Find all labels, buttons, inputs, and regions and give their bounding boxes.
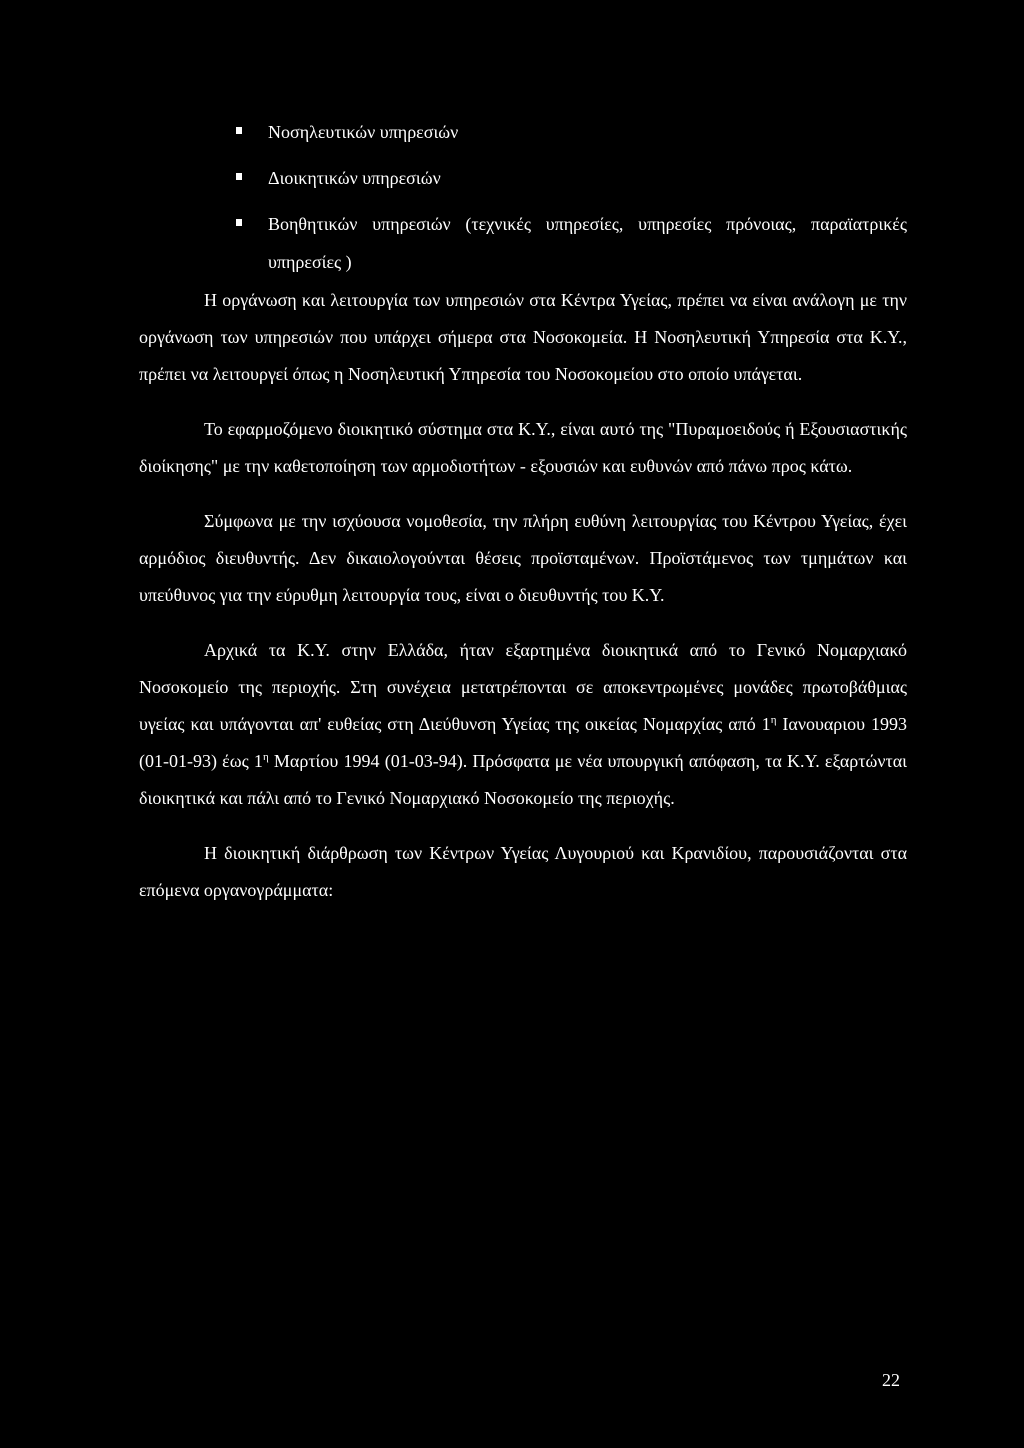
- list-item: [235, 113, 907, 151]
- bullet-square-icon: [236, 127, 242, 134]
- bullet-square-icon: [236, 173, 242, 180]
- paragraph-history-part3: Μαρτίου 1994 (01-03-94). Πρόσφατα με νέα υπουργική απόφαση, τα Κ.Υ. εξαρτώνται διοικητικά και πάλι από το Γενικό Νομαρχιακό Νοσοκομείο της περιοχής.: [139, 751, 907, 808]
- body-text: [139, 282, 907, 927]
- paragraph-legislation: Σύμφωνα με την ισχύουσα νομοθεσία, την πλήρη ευθύνη λειτουργίας του Κέντρου Υγείας, έχει αρμόδιος διευθυντής. Δεν δικαιολογούνται θέσεις προϊσταμένων. Προϊστάμενος των τμημάτων και υπεύθυνος για την εύρυθμη λειτουργία τους, είναι ο διευθυντής του Κ.Υ.: [139, 511, 907, 605]
- list-item-text: Νοσηλευτικών υπηρεσιών: [268, 122, 459, 142]
- paragraph-administrative-system: Το εφαρμοζόμενο διοικητικό σύστημα στα Κ.Υ., είναι αυτό της "Πυραμοειδούς ή Εξουσιαστικής διοίκησης" με την καθετοποίηση των αρμοδιοτήτων - εξουσιών και ευθυνών από πάνω προς κάτω.: [139, 419, 907, 476]
- ordinal-superscript: η: [262, 751, 269, 763]
- list-item: [235, 159, 907, 197]
- ordinal-superscript: η: [770, 714, 777, 726]
- list-item: [235, 205, 907, 281]
- paragraph-org-charts-intro: Η διοικητική διάρθρωση των Κέντρων Υγείας Λυγουριού και Κρανιδίου, παρουσιάζονται στα επόμενα οργανογράμματα:: [139, 843, 907, 900]
- list-item-text: Διοικητικών υπηρεσιών: [268, 168, 441, 188]
- paragraph-history-part1: Αρχικά τα Κ.Υ. στην Ελλάδα, ήταν εξαρτημένα διοικητικά από το Γενικό Νομαρχιακό Νοσοκομείο της περιοχής. Στη συνέχεια μετατρέπονται σε αποκεντρωμένες μονάδες πρωτοβάθμιας υγείας και υπάγονται απ' ευθείας στη Διεύθυνση Υγείας της οικείας Νομαρχίας από 1: [139, 640, 907, 734]
- paragraph-history: [139, 632, 907, 817]
- paragraph-history-part2: Ιανουαριου 1993 (01-01-93) έως 1: [139, 714, 907, 771]
- list-item-text: Βοηθητικών υπηρεσιών (τεχνικές υπηρεσίες, υπηρεσίες πρόνοιας, παραϊατρικές υπηρεσίες ): [268, 214, 907, 272]
- bullet-square-icon: [236, 219, 242, 226]
- paragraph-organization: Η οργάνωση και λειτουργία των υπηρεσιών στα Κέντρα Υγείας, πρέπει να είναι ανάλογη με την οργάνωση των υπηρεσιών που υπάρχει σήμερα στα Νοσοκομεία. Η Νοσηλευτική Υπηρεσία στα Κ.Υ., πρέπει να λειτουργεί όπως η Νοσηλευτική Υπηρεσία του Νοσοκομείου στο οποίο υπάγεται.: [139, 290, 907, 384]
- page-number: 22: [882, 1370, 900, 1390]
- bullet-list: [235, 113, 907, 289]
